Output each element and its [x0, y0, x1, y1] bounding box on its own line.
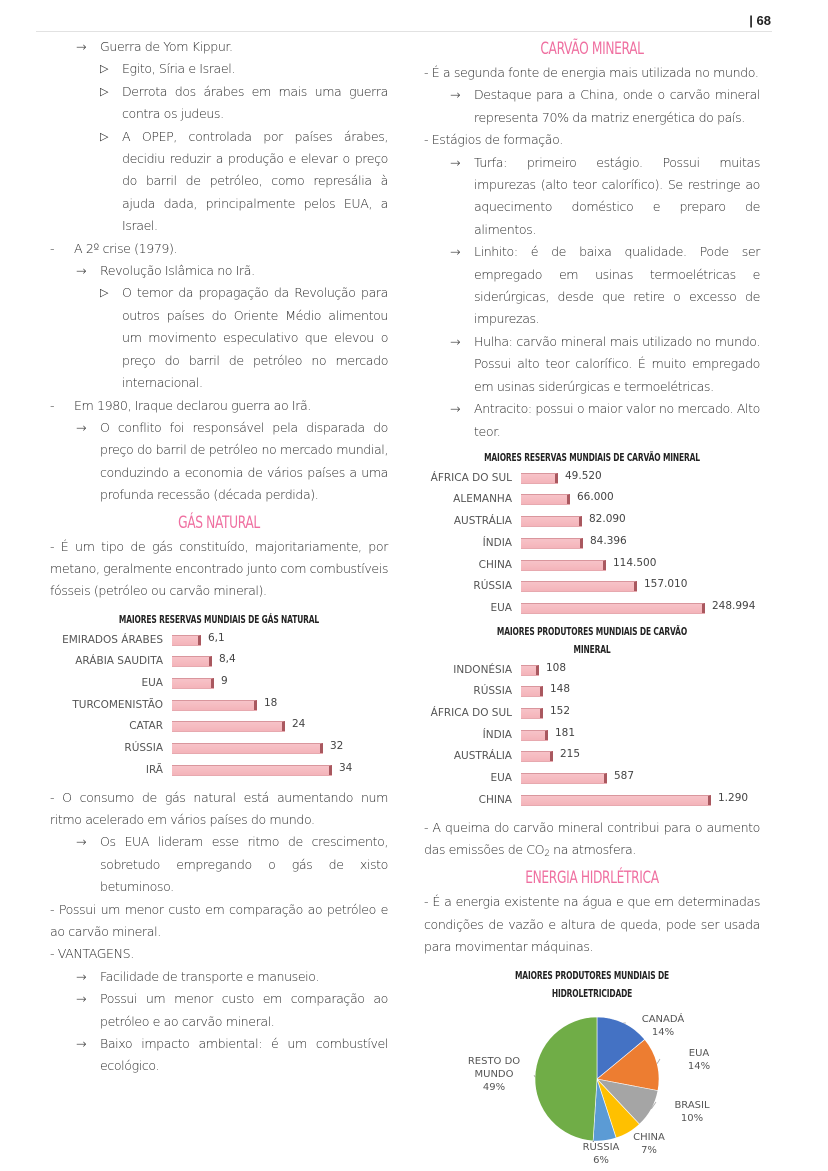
chart-title: MAIORES RESERVAS MUNDIAIS DE GÁS NATURAL [118, 612, 320, 626]
list-item-text: Egito, Síria e Israel. [122, 61, 235, 77]
bar-category-label: RÚSSIA [124, 742, 163, 755]
list-item-text: - Estágios de formação. [424, 132, 563, 148]
pie-slice [535, 1017, 597, 1141]
pie-category: CANADÁ [641, 1013, 685, 1025]
bar [172, 678, 214, 688]
bar-category-label: EUA [490, 601, 512, 614]
bar [172, 656, 212, 666]
bar [521, 730, 548, 740]
bar-row [50, 716, 388, 738]
bar-value-label: 215 [560, 748, 581, 761]
co2-subscript: 2 [544, 848, 550, 859]
pie-category: EUA [688, 1047, 710, 1059]
list-item [50, 395, 388, 417]
section-title-carvao-mineral: CARVÃO MINERAL [540, 39, 644, 59]
bar [521, 751, 553, 761]
list-item-text: Hulha: carvão mineral mais utilizado no mundo. Possui alto teor calorífico. É muito empregado em usinas siderúrgicas e termoelétricas. [474, 333, 760, 394]
bar-value-label: 114.500 [613, 556, 657, 569]
bar-row [424, 467, 760, 489]
bar-value-label: 6,1 [208, 631, 225, 644]
list-item-text: Guerra de Yom Kippur. [100, 39, 233, 54]
list-item-text: A 2º crise (1979). [74, 240, 178, 256]
list-item-text: - O consumo de gás natural está aumentando num ritmo acelerado em vários países do mundo. [50, 789, 388, 827]
bar [521, 581, 637, 591]
bar-row [424, 510, 760, 532]
chart-title: MAIORES PRODUTORES MUNDIAIS DE CARVÃO MINERAL [496, 624, 688, 656]
bar-value-label: 84.396 [590, 534, 627, 547]
bar-category-label: IRÃ [145, 763, 163, 776]
bar-row [50, 650, 388, 672]
bar-value-label: 8,4 [219, 653, 236, 666]
bar-row [50, 672, 388, 694]
arrow-bullet-icon: → [76, 968, 87, 984]
chart-gas-reserves [50, 611, 388, 781]
list-item [424, 129, 760, 151]
list-item [50, 899, 388, 944]
bar-value-label: 18 [264, 696, 278, 709]
bar-value-label: 34 [339, 761, 353, 774]
bar-row [424, 597, 760, 619]
arrow-bullet-icon: → [450, 401, 461, 417]
list-item [50, 1033, 388, 1078]
pie-category: RESTO DO MUNDO [467, 1055, 521, 1080]
bar-category-label: AUSTRÁLIA [453, 515, 512, 528]
bar [521, 795, 711, 805]
bar-category-label: CHINA [478, 793, 512, 806]
pie-category: BRASIL [674, 1099, 710, 1111]
bar-category-label: ALEMANHA [453, 493, 512, 506]
bar-category-label: CATAR [129, 720, 163, 733]
section-title-gas-natural: GÁS NATURAL [178, 512, 260, 533]
bar-value-label: 9 [221, 674, 228, 687]
list-item-text: O conflito foi responsável pela disparada do preço do barril de petróleo no mercado mundial, conduzindo a economia de vários países a uma profunda recessão (década perdida). [100, 419, 388, 503]
list-item [50, 831, 388, 898]
arrow-bullet-icon: → [76, 419, 87, 435]
bar [521, 473, 558, 483]
gas-intro-paragraph: - É um tipo de gás constituído, majoritariamente, por metano, geralmente encontrado junto com combustíveis fósseis (petróleo ou carvão mineral). [50, 538, 388, 599]
list-item [50, 36, 388, 58]
list-item-text: - VANTAGENS. [50, 946, 134, 962]
left-column [50, 36, 388, 1078]
bar-row [424, 554, 760, 576]
bar-value-label: 24 [292, 718, 306, 731]
pie-percent: 14% [651, 1026, 675, 1038]
list-item [50, 81, 388, 126]
list-item [50, 966, 388, 988]
bar [521, 708, 543, 718]
pie-percent: 10% [680, 1112, 704, 1124]
chart-hydro-producers [424, 967, 760, 1171]
pie-slice-label [638, 1013, 688, 1039]
list-item [424, 84, 760, 129]
arrow-bullet-icon: → [450, 244, 461, 260]
bar-value-label: 82.090 [589, 513, 626, 526]
arrow-bullet-icon: → [76, 263, 87, 279]
list-item [424, 398, 760, 443]
list-item-text: - Possui um menor custo em comparação ao petróleo e ao carvão mineral. [50, 901, 388, 939]
dash-bullet-icon: - [50, 397, 55, 413]
list-item-text: Possui um menor custo em comparação ao petróleo e ao carvão mineral. [100, 991, 388, 1029]
pie-leader-line [657, 1059, 660, 1064]
bar-value-label: 248.994 [712, 599, 756, 612]
page-number: | 68 [749, 13, 771, 28]
list-item-text: Em 1980, Iraque declarou guerra ao Irã. [74, 397, 311, 413]
bar-value-label: 181 [555, 726, 576, 739]
bar-category-label: EUA [490, 772, 512, 784]
coal-facts-list [424, 62, 760, 443]
bar-list [50, 629, 388, 781]
bar [521, 494, 570, 504]
arrow-bullet-icon: → [450, 154, 461, 170]
bar-row [50, 629, 388, 651]
header-divider [36, 31, 772, 32]
list-item-text: Linhito: é de baixa qualidade. Pode ser empregado em usinas termoelétricas e siderúrgicas, desde que retire o excesso de impurezas. [474, 244, 760, 327]
bar-category-label: RÚSSIA [473, 580, 512, 593]
list-item-text: Revolução Islâmica no Irã. [100, 263, 255, 279]
bar-list [424, 467, 760, 619]
bar-row [424, 702, 760, 724]
pie-percent: 49% [482, 1081, 506, 1093]
bar-category-label: ARÁBIA SAUDITA [75, 655, 163, 668]
bar-category-label: CHINA [478, 558, 512, 571]
bar [172, 765, 332, 775]
bar-row [424, 659, 760, 681]
bar-row [50, 759, 388, 781]
bar-category-label: TURCOMENISTÃO [72, 698, 163, 711]
list-item-text: Turfa: primeiro estágio. Possui muitas impurezas (alto teor calorífico). Se restringe ao aquecimento doméstico e preparo de alimentos. [474, 154, 760, 237]
bar-value-label: 108 [546, 661, 567, 674]
pie-percent: 7% [641, 1144, 657, 1156]
arrow-bullet-icon: → [450, 87, 461, 103]
oil-crisis-list [50, 36, 388, 507]
list-item [50, 417, 388, 507]
bar-category-label: ÍNDIA [482, 536, 512, 549]
bar [521, 560, 606, 570]
bar-row [424, 724, 760, 746]
chart-title: MAIORES RESERVAS MUNDIAIS DE CARVÃO MINERAL [484, 450, 700, 464]
bar-row [424, 532, 760, 554]
coal-co2-note [424, 817, 760, 866]
bar-value-label: 32 [330, 740, 344, 753]
bar-category-label: AUSTRÁLIA [453, 750, 512, 763]
triangle-bullet-icon: ▷ [100, 84, 109, 98]
bar-row [50, 694, 388, 716]
bar [521, 516, 582, 526]
pie-slice-label [464, 1055, 524, 1094]
list-item-text: Destaque para a China, onde o carvão mineral representa 70% da matriz energética do país. [474, 87, 760, 125]
bar-row [424, 680, 760, 702]
pie-percent: 14% [687, 1060, 711, 1072]
bar-row [424, 575, 760, 597]
coal-note-text-end: na atmosfera. [549, 841, 636, 857]
bar-value-label: 152 [550, 704, 571, 717]
chart-coal-reserves [424, 449, 760, 619]
bar-row [50, 737, 388, 759]
bar-category-label: ÍNDIA [482, 728, 512, 741]
bar-row [424, 489, 760, 511]
triangle-bullet-icon: ▷ [100, 286, 109, 300]
list-item-text: Facilidade de transporte e manuseio. [100, 968, 319, 984]
list-item-text: A OPEP, controlada por países árabes, decidiu reduzir a produção e elevar o preço do barril de petróleo, como represália à ajuda dada, principalmente pelos EUA, a Israel. [122, 128, 388, 234]
bar-value-label: 66.000 [577, 491, 614, 504]
bar [172, 700, 257, 710]
list-item-text: - É a segunda fonte de energia mais utilizada no mundo. [424, 65, 759, 80]
list-item [424, 241, 760, 331]
pie-slice-label [624, 1131, 674, 1157]
bar-value-label: 157.010 [644, 578, 688, 591]
pie-category: RÚSSIA [582, 1141, 620, 1153]
list-item [50, 238, 388, 260]
bar [172, 743, 323, 753]
list-item [424, 152, 760, 242]
list-item-text: Baixo impacto ambiental: é um combustível ecológico. [100, 1036, 388, 1074]
bar [521, 538, 583, 548]
list-item [50, 282, 388, 394]
triangle-bullet-icon: ▷ [100, 62, 109, 76]
pie-slice-label [674, 1047, 724, 1073]
pie-chart [424, 1003, 760, 1171]
list-item [50, 943, 388, 965]
bar [521, 603, 705, 613]
bar-row [424, 789, 760, 811]
bar-category-label: EMIRADOS ÁRABES [62, 633, 163, 646]
list-item [50, 787, 388, 832]
gas-facts-list [50, 787, 388, 1078]
list-item-text: Os EUA lideram esse ritmo de crescimento, sobretudo empregando o gás de xisto betuminoso. [100, 834, 388, 895]
bar [521, 773, 607, 783]
hydro-intro-paragraph: - É a energia existente na água e que em determinadas condições de vazão e altura de queda, pode ser usada para movimentar máquinas. [424, 894, 760, 955]
arrow-bullet-icon: → [76, 991, 87, 1007]
list-item [50, 988, 388, 1033]
bar-value-label: 148 [550, 683, 571, 696]
pie-category: CHINA [633, 1131, 665, 1143]
chart-title: MAIORES PRODUTORES MUNDIAIS DE HIDROLETRICIDADE [514, 968, 670, 1000]
bar-list [424, 659, 760, 811]
list-item [50, 58, 388, 80]
list-item-text: Derrota dos árabes em mais uma guerra contra os judeus. [122, 83, 388, 122]
bar-row [424, 767, 760, 789]
list-item [50, 126, 388, 238]
bar-category-label: ÁFRICA DO SUL [430, 706, 512, 719]
bar [521, 686, 543, 696]
list-item-text: O temor da propagação da Revolução para outros países do Oriente Médio alimentou um movimento especulativo que elevou o preço do barril de petróleo no mercado internacional. [122, 285, 388, 391]
dash-bullet-icon: - [50, 240, 55, 256]
arrow-bullet-icon: → [76, 834, 87, 850]
bar-value-label: 587 [614, 770, 635, 782]
list-item [424, 62, 760, 84]
bar [521, 665, 539, 675]
bar-category-label: RÚSSIA [473, 685, 512, 698]
list-item [50, 260, 388, 282]
pie-slice-label [576, 1141, 626, 1167]
section-title-energia-hidreletrica: ENERGIA HIDRLÉTRICA [525, 868, 659, 889]
arrow-bullet-icon: → [76, 39, 87, 54]
list-item-text: Antracito: possui o maior valor no mercado. Alto teor. [474, 401, 760, 439]
bar [172, 635, 201, 645]
bar-value-label: 1.290 [718, 791, 749, 804]
triangle-bullet-icon: ▷ [100, 129, 109, 143]
bar [172, 721, 285, 731]
pie-slice-label [667, 1099, 717, 1125]
coal-note-text: - A queima do carvão mineral contribui para o aumento das emissões de CO [424, 819, 760, 857]
list-item [424, 331, 760, 398]
bar-category-label: INDONÉSIA [453, 663, 512, 676]
chart-coal-producers [424, 623, 760, 811]
bar-row [424, 745, 760, 767]
arrow-bullet-icon: → [76, 1036, 87, 1052]
arrow-bullet-icon: → [450, 333, 461, 349]
bar-value-label: 49.520 [565, 469, 602, 482]
bar-category-label: ÁFRICA DO SUL [430, 471, 512, 484]
bar-category-label: EUA [141, 676, 163, 689]
pie-percent: 6% [593, 1154, 609, 1166]
right-column [424, 36, 760, 1171]
